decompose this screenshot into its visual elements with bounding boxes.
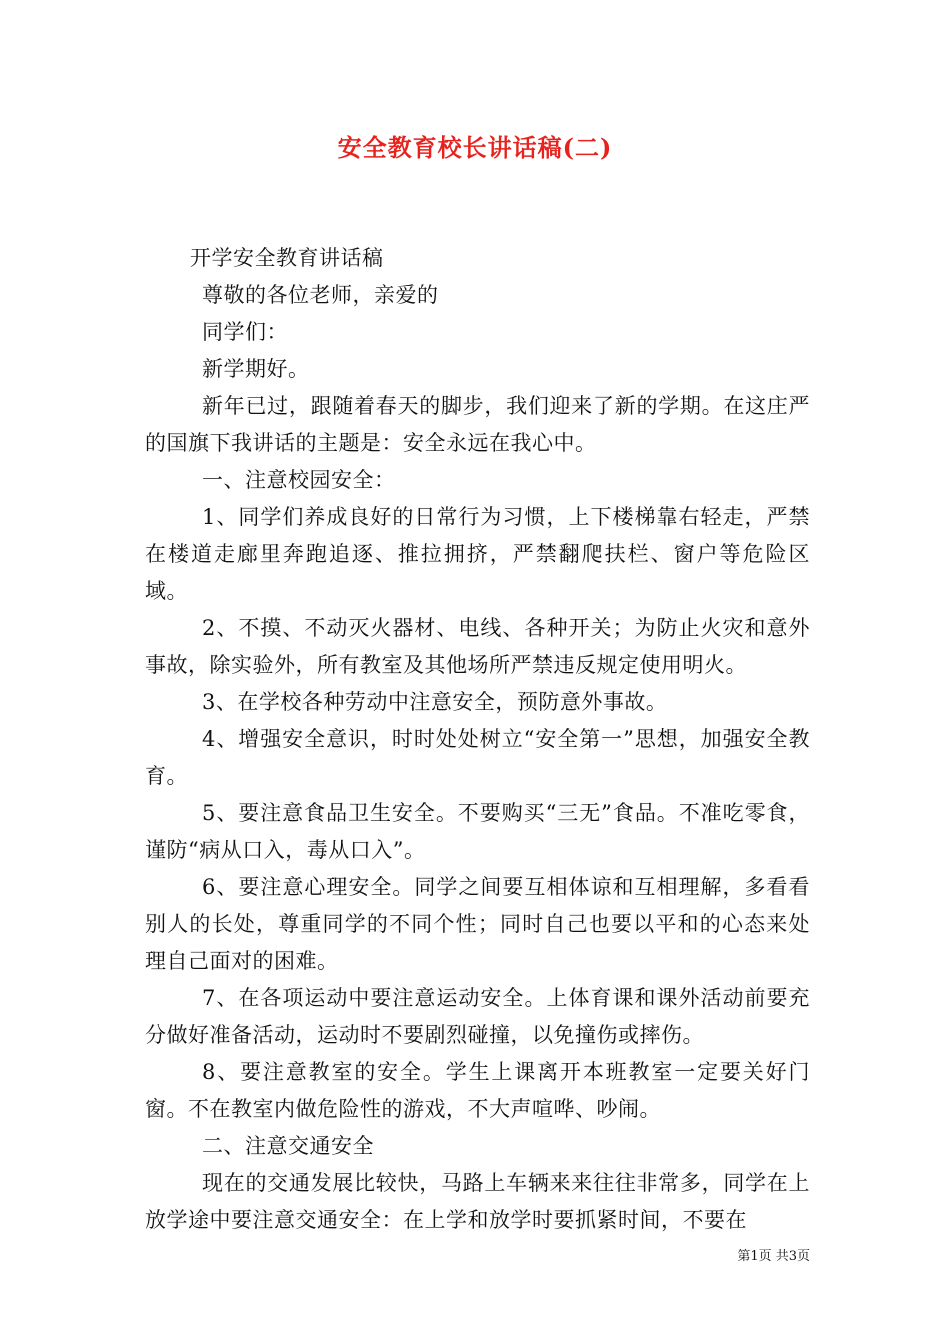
list-item-6: 6、要注意心理安全。同学之间要互相体谅和互相理解，多看看别人的长处，尊重同学的不同个性；同时自己也要以平和的心态来处理自己面对的困难。 — [145, 875, 810, 973]
section-heading-campus: 一、注意校园安全： — [202, 468, 396, 492]
section-heading-traffic: 二、注意交通安全 — [202, 1134, 374, 1158]
paragraph-heading: 开学安全教育讲话稿 — [190, 246, 384, 270]
document-title: 安全教育校长讲话稿(二) — [337, 133, 613, 162]
list-item-3: 3、在学校各种劳动中注意安全，预防意外事故。 — [202, 690, 668, 714]
paragraph-greeting-cont: 同学们： — [202, 320, 288, 344]
paragraph-new-term: 新学期好。 — [202, 357, 310, 381]
paragraph-greeting: 尊敬的各位老师，亲爱的 — [202, 283, 439, 307]
list-item-4: 4、增强安全意识，时时处处树立“安全第一”思想，加强安全教育。 — [145, 727, 810, 788]
list-item-1: 1、同学们养成良好的日常行为习惯，上下楼梯靠右轻走，严禁在楼道走廊里奔跑追逐、推拉拥挤，严禁翻爬扶栏、窗户等危险区域。 — [145, 505, 810, 603]
paragraph-intro: 新年已过，跟随着春天的脚步，我们迎来了新的学期。在这庄严的国旗下我讲话的主题是：安全永远在我心中。 — [145, 394, 810, 455]
list-item-5: 5、要注意食品卫生安全。不要购买“三无”食品。不准吃零食，谨防“病从口入，毒从口入”。 — [145, 801, 810, 862]
paragraph-traffic: 现在的交通发展比较快，马路上车辆来来往往非常多，同学在上放学途中要注意交通安全：在上学和放学时要抓紧时间，不要在 — [145, 1171, 810, 1232]
list-item-8: 8、要注意教室的安全。学生上课离开本班教室一定要关好门窗。不在教室内做危险性的游戏，不大声喧哗、吵闹。 — [145, 1060, 810, 1121]
document-body — [145, 240, 810, 1239]
list-item-2: 2、不摸、不动灭火器材、电线、各种开关；为防止火灾和意外事故，除实验外，所有教室及其他场所严禁违反规定使用明火。 — [145, 616, 810, 677]
list-item-7: 7、在各项运动中要注意运动安全。上体育课和课外活动前要充分做好准备活动，运动时不要剧烈碰撞，以免撞伤或摔伤。 — [145, 986, 810, 1047]
page-number: 第1页 共3页 — [737, 1249, 810, 1264]
